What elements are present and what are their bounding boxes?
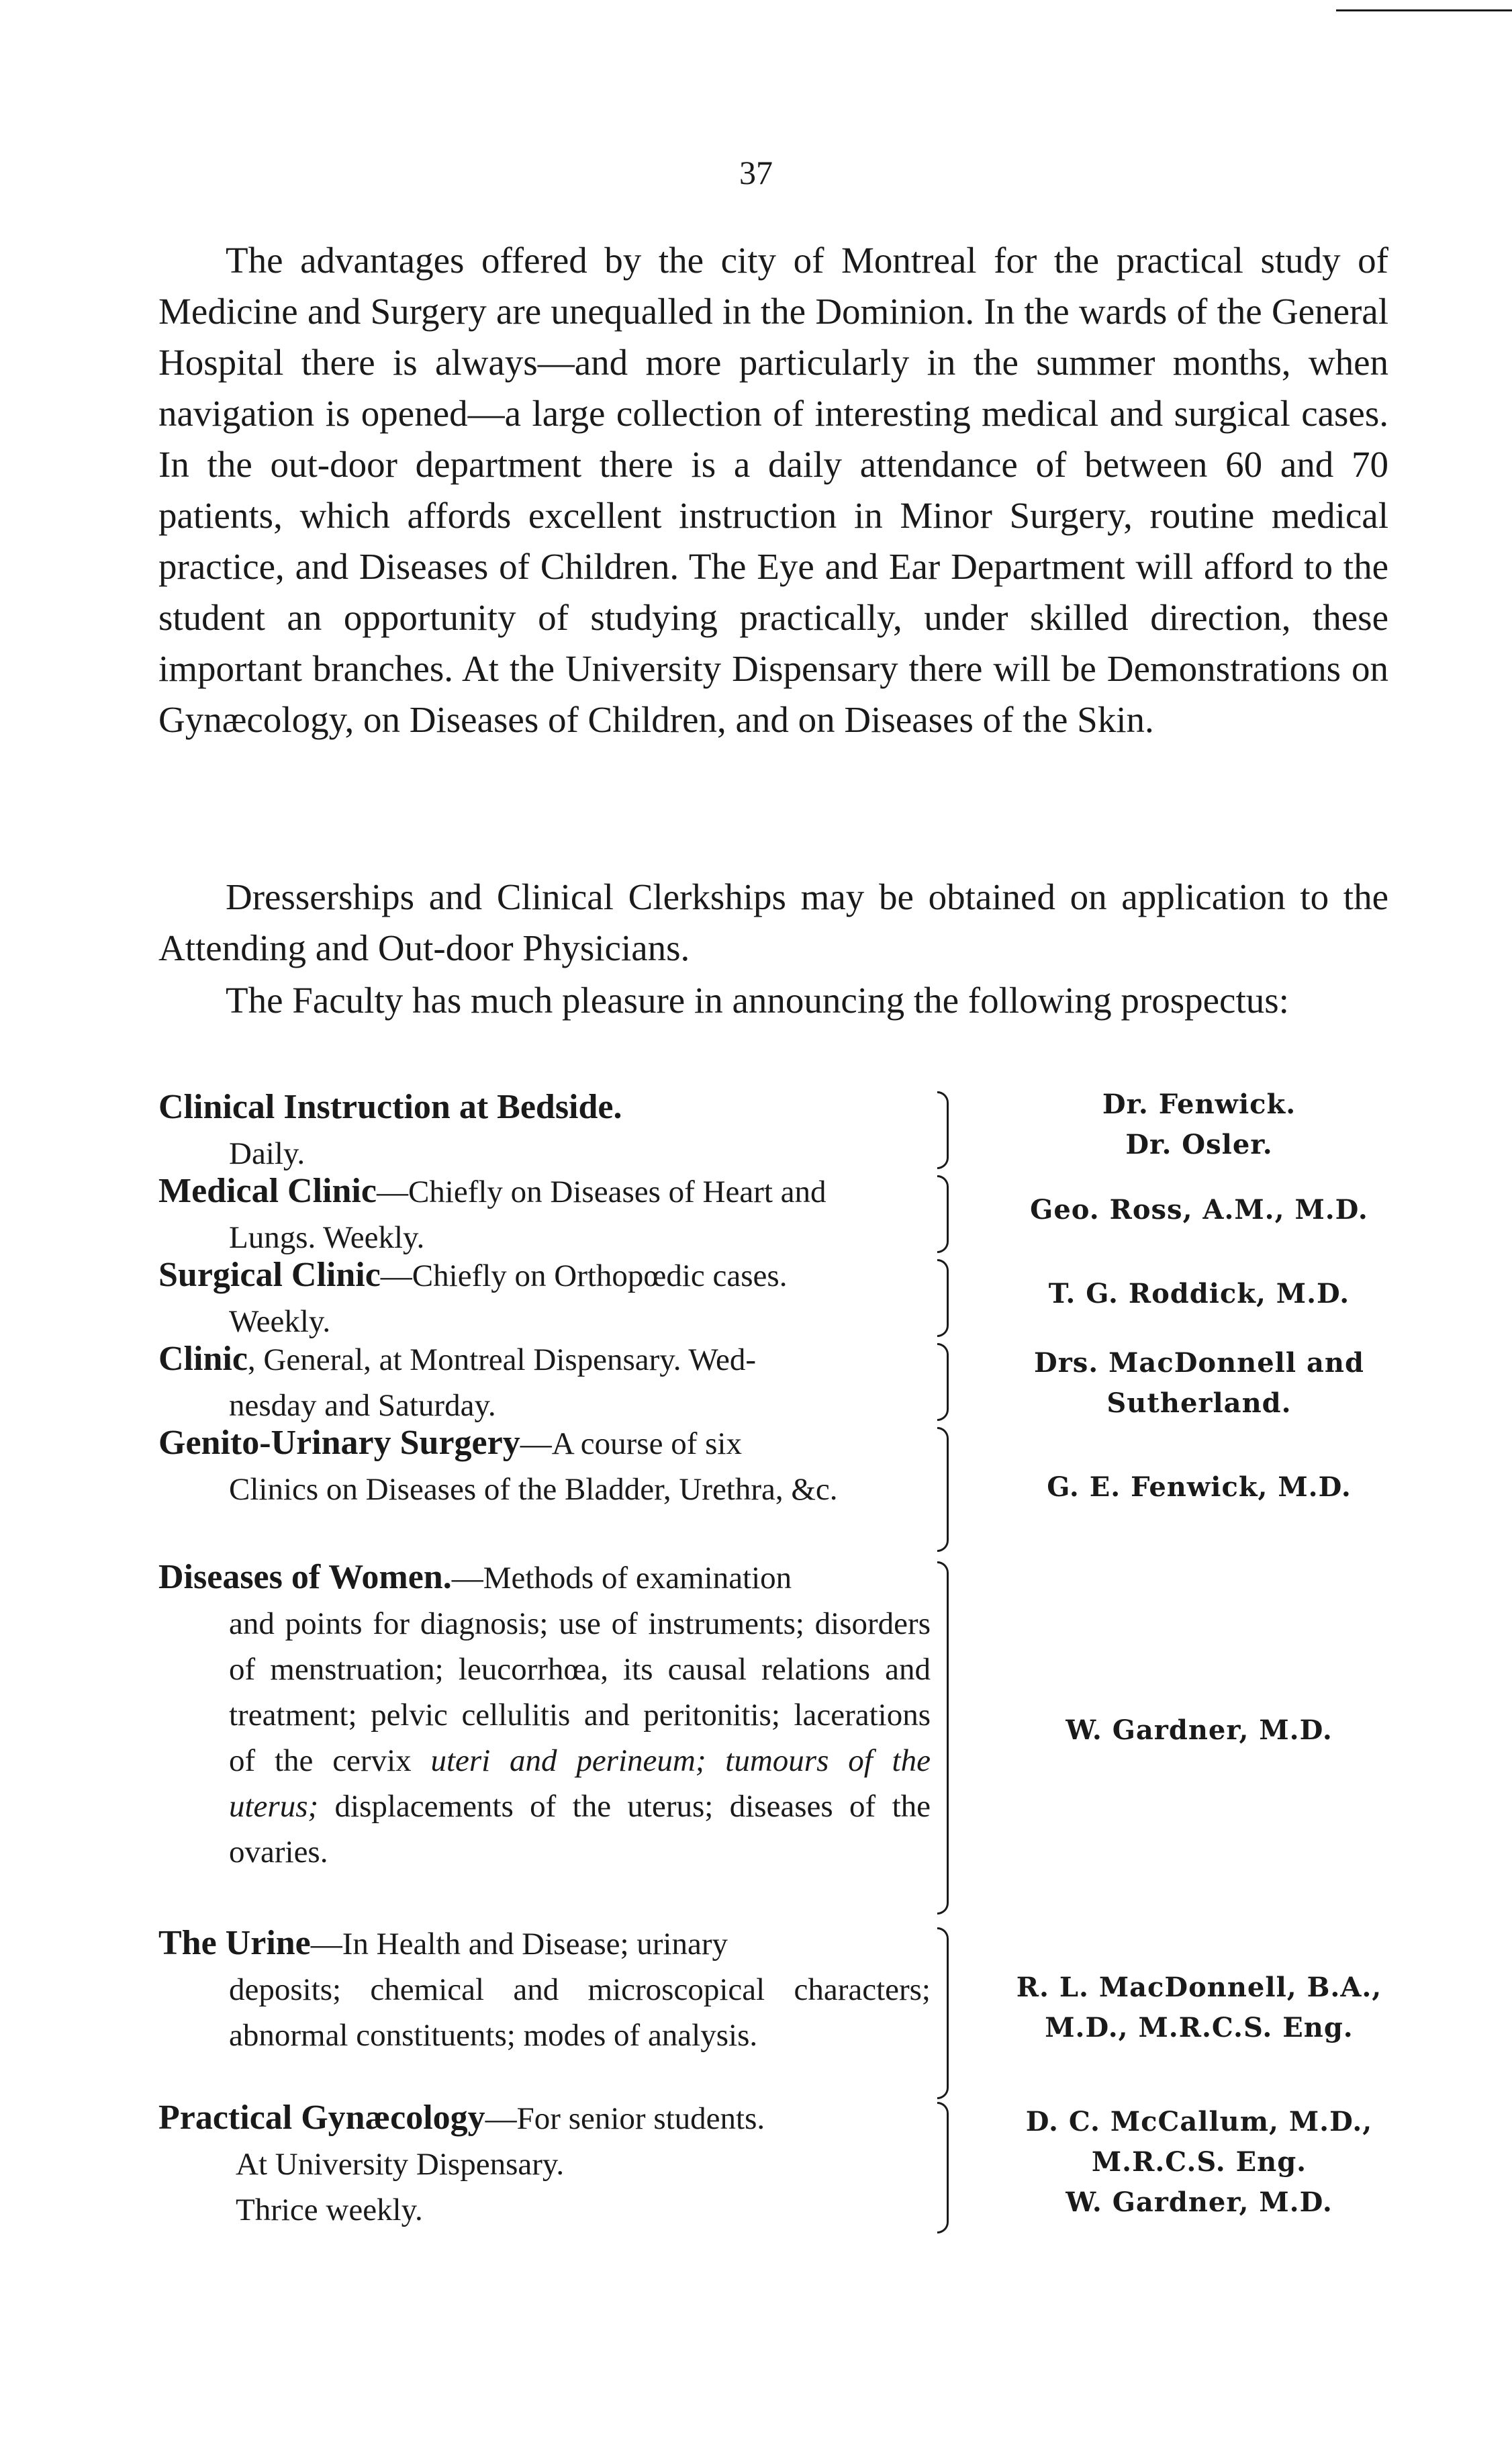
- entry-title: Practical Gynæcology: [158, 2099, 485, 2137]
- corner-rule: [1336, 9, 1512, 11]
- brace: [937, 1427, 949, 1552]
- page-number: 37: [739, 154, 773, 191]
- entry-desc: —Chiefly on Orthopœdic cases.: [380, 1258, 788, 1293]
- brace: [937, 2102, 949, 2233]
- entry-instructor: T. G. Roddick, M.D.: [1048, 1278, 1350, 1309]
- brace: [937, 1343, 949, 1421]
- entry-cont: Lungs. Weekly.: [229, 1220, 425, 1255]
- entry-instructor: G. E. Fenwick, M.D.: [1047, 1471, 1352, 1503]
- entry-instructor: Geo. Ross, A.M., M.D.: [1030, 1194, 1368, 1226]
- entry-title: Diseases of Women.: [158, 1558, 452, 1596]
- entry-cont: deposits; chemical and microscopical characters; abnormal constituents; modes of analysis.: [229, 1972, 931, 2053]
- entry-instructor: W. Gardner, M.D.: [1066, 1714, 1333, 1746]
- entry-title: Surgical Clinic: [158, 1256, 381, 1294]
- entry-desc: —In Health and Disease; urinary: [310, 1927, 728, 1962]
- entry-cont: Daily.: [229, 1136, 305, 1171]
- entry-instructor: D. C. McCallum, M.D., M.R.C.S. Eng. W. Gardner, M.D.: [1025, 2106, 1373, 2218]
- entry-cont: nesday and Saturday.: [229, 1388, 496, 1423]
- entry-instructor: Dr. Fenwick. Dr. Osler.: [1102, 1089, 1296, 1160]
- entry-cont: Weekly.: [229, 1304, 331, 1339]
- brace: [937, 1259, 949, 1337]
- entry-title: Medical Clinic: [158, 1172, 377, 1210]
- entry-cont: At University Dispensary. Thrice weekly.: [236, 2147, 565, 2227]
- entry-desc: —For senior students.: [485, 2101, 765, 2136]
- entry-cont-text-2: displacements of the uterus; diseases of the ovaries.: [229, 1789, 931, 1870]
- entry-desc: —Chiefly on Diseases of Heart and: [376, 1174, 826, 1209]
- brace: [937, 1175, 949, 1253]
- intro-paragraph: The advantages offered by the city of Montreal for the practical study of Medicine and Surgery are unequalled in the Dominion. In the wards of the General Hospital there is always—and more particularly in the summer months, when navigation is opened—a large collection of interesting medical and surgical cases. In the out-door department there is a daily attendance of between 60 and 70 patients, which affords excellent instruction in Minor Surgery, routine medical practice, and Diseases of Children. The Eye and Ear Department will afford to the student an opportunity of studying practically, under skilled direction, these important branches. At the University Dispensary there will be Demonstrations on Gynæcology, on Diseases of Children, and on Diseases of the Skin.: [158, 240, 1388, 740]
- entry-desc: —A course of six: [520, 1426, 742, 1461]
- entry-cont: Clinics on Diseases of the Bladder, Urethra, &c.: [229, 1472, 838, 1507]
- entry-title: The Urine: [158, 1924, 311, 1962]
- prospectus-intro: The Faculty has much pleasure in announcing the following prospectus:: [226, 980, 1289, 1021]
- entry-instructor: R. L. MacDonnell, B.A., M.D., M.R.C.S. Eng.: [1016, 1972, 1382, 2043]
- entry-desc: , General, at Montreal Dispensary. Wed-: [247, 1342, 757, 1377]
- entry-instructor: Drs. MacDonnell and Sutherland.: [1034, 1347, 1364, 1419]
- entry-title: Clinic: [158, 1340, 248, 1378]
- entry-title: Genito-Urinary Surgery: [158, 1424, 520, 1462]
- entry-cont-text: and points for diagnosis; use of instruments; disorders of menstruation; leucorrhœa, its causal relations and treatment; pelvic cellulitis and peritonitis; lacerations of the cervix: [229, 1606, 931, 1778]
- brace: [937, 1561, 949, 1915]
- entry-cont: [158, 1601, 931, 1875]
- entry-desc: —Methods of examination: [451, 1561, 792, 1596]
- entry-title: Clinical Instruction at Bedside.: [158, 1088, 622, 1126]
- entry-cont-italic: uteri and perineum; tumours of the uterus;: [229, 1743, 931, 1824]
- brace: [937, 1091, 949, 1169]
- dresserships-paragraph: Dresserships and Clinical Clerkships may be obtained on application to the Attending and Out-door Physicians.: [158, 876, 1388, 968]
- brace: [937, 1927, 949, 2099]
